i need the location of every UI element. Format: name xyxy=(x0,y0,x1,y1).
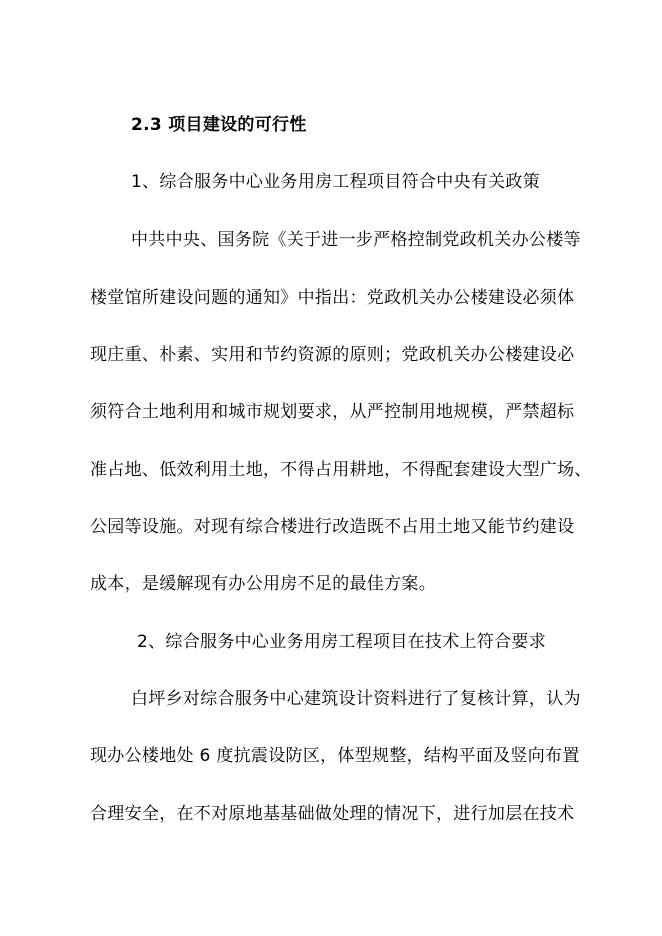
paragraph-line: 成本，是缓解现有办公用房不足的最佳方案。 xyxy=(90,574,436,594)
paragraph-line: 公园等设施。对现有综合楼进行改造既不占用土地又能节约建设 xyxy=(90,517,575,537)
paragraph-line: 楼堂馆所建设问题的通知》中指出：党政机关办公楼建设必须体 xyxy=(90,288,575,308)
paragraph-line: 须符合土地利用和城市规划要求，从严控制用地规模，严禁超标 xyxy=(90,402,575,422)
paragraph-line: 现办公楼地处 6 度抗震设防区，体型规整，结构平面及竖向布置 xyxy=(90,746,580,766)
point2-heading: 2、综合服务中心业务用房工程项目在技术上符合要求 xyxy=(137,632,547,652)
section-heading: 2.3 项目建设的可行性 xyxy=(131,115,307,135)
paragraph-line: 准占地、低效利用土地，不得占用耕地，不得配套建设大型广场、 xyxy=(90,460,592,480)
paragraph-line: 合理安全，在不对原地基基础做处理的情况下，进行加层在技术 xyxy=(90,804,575,824)
paragraph-line: 现庄重、朴素、实用和节约资源的原则；党政机关办公楼建设必 xyxy=(90,345,575,365)
point1-heading: 1、综合服务中心业务用房工程项目符合中央有关政策 xyxy=(131,172,541,192)
paragraph-line: 白坪乡对综合服务中心建筑设计资料进行了复核计算，认为 xyxy=(131,689,581,709)
paragraph-line: 中共中央、国务院《关于进一步严格控制党政机关办公楼等 xyxy=(131,230,581,250)
